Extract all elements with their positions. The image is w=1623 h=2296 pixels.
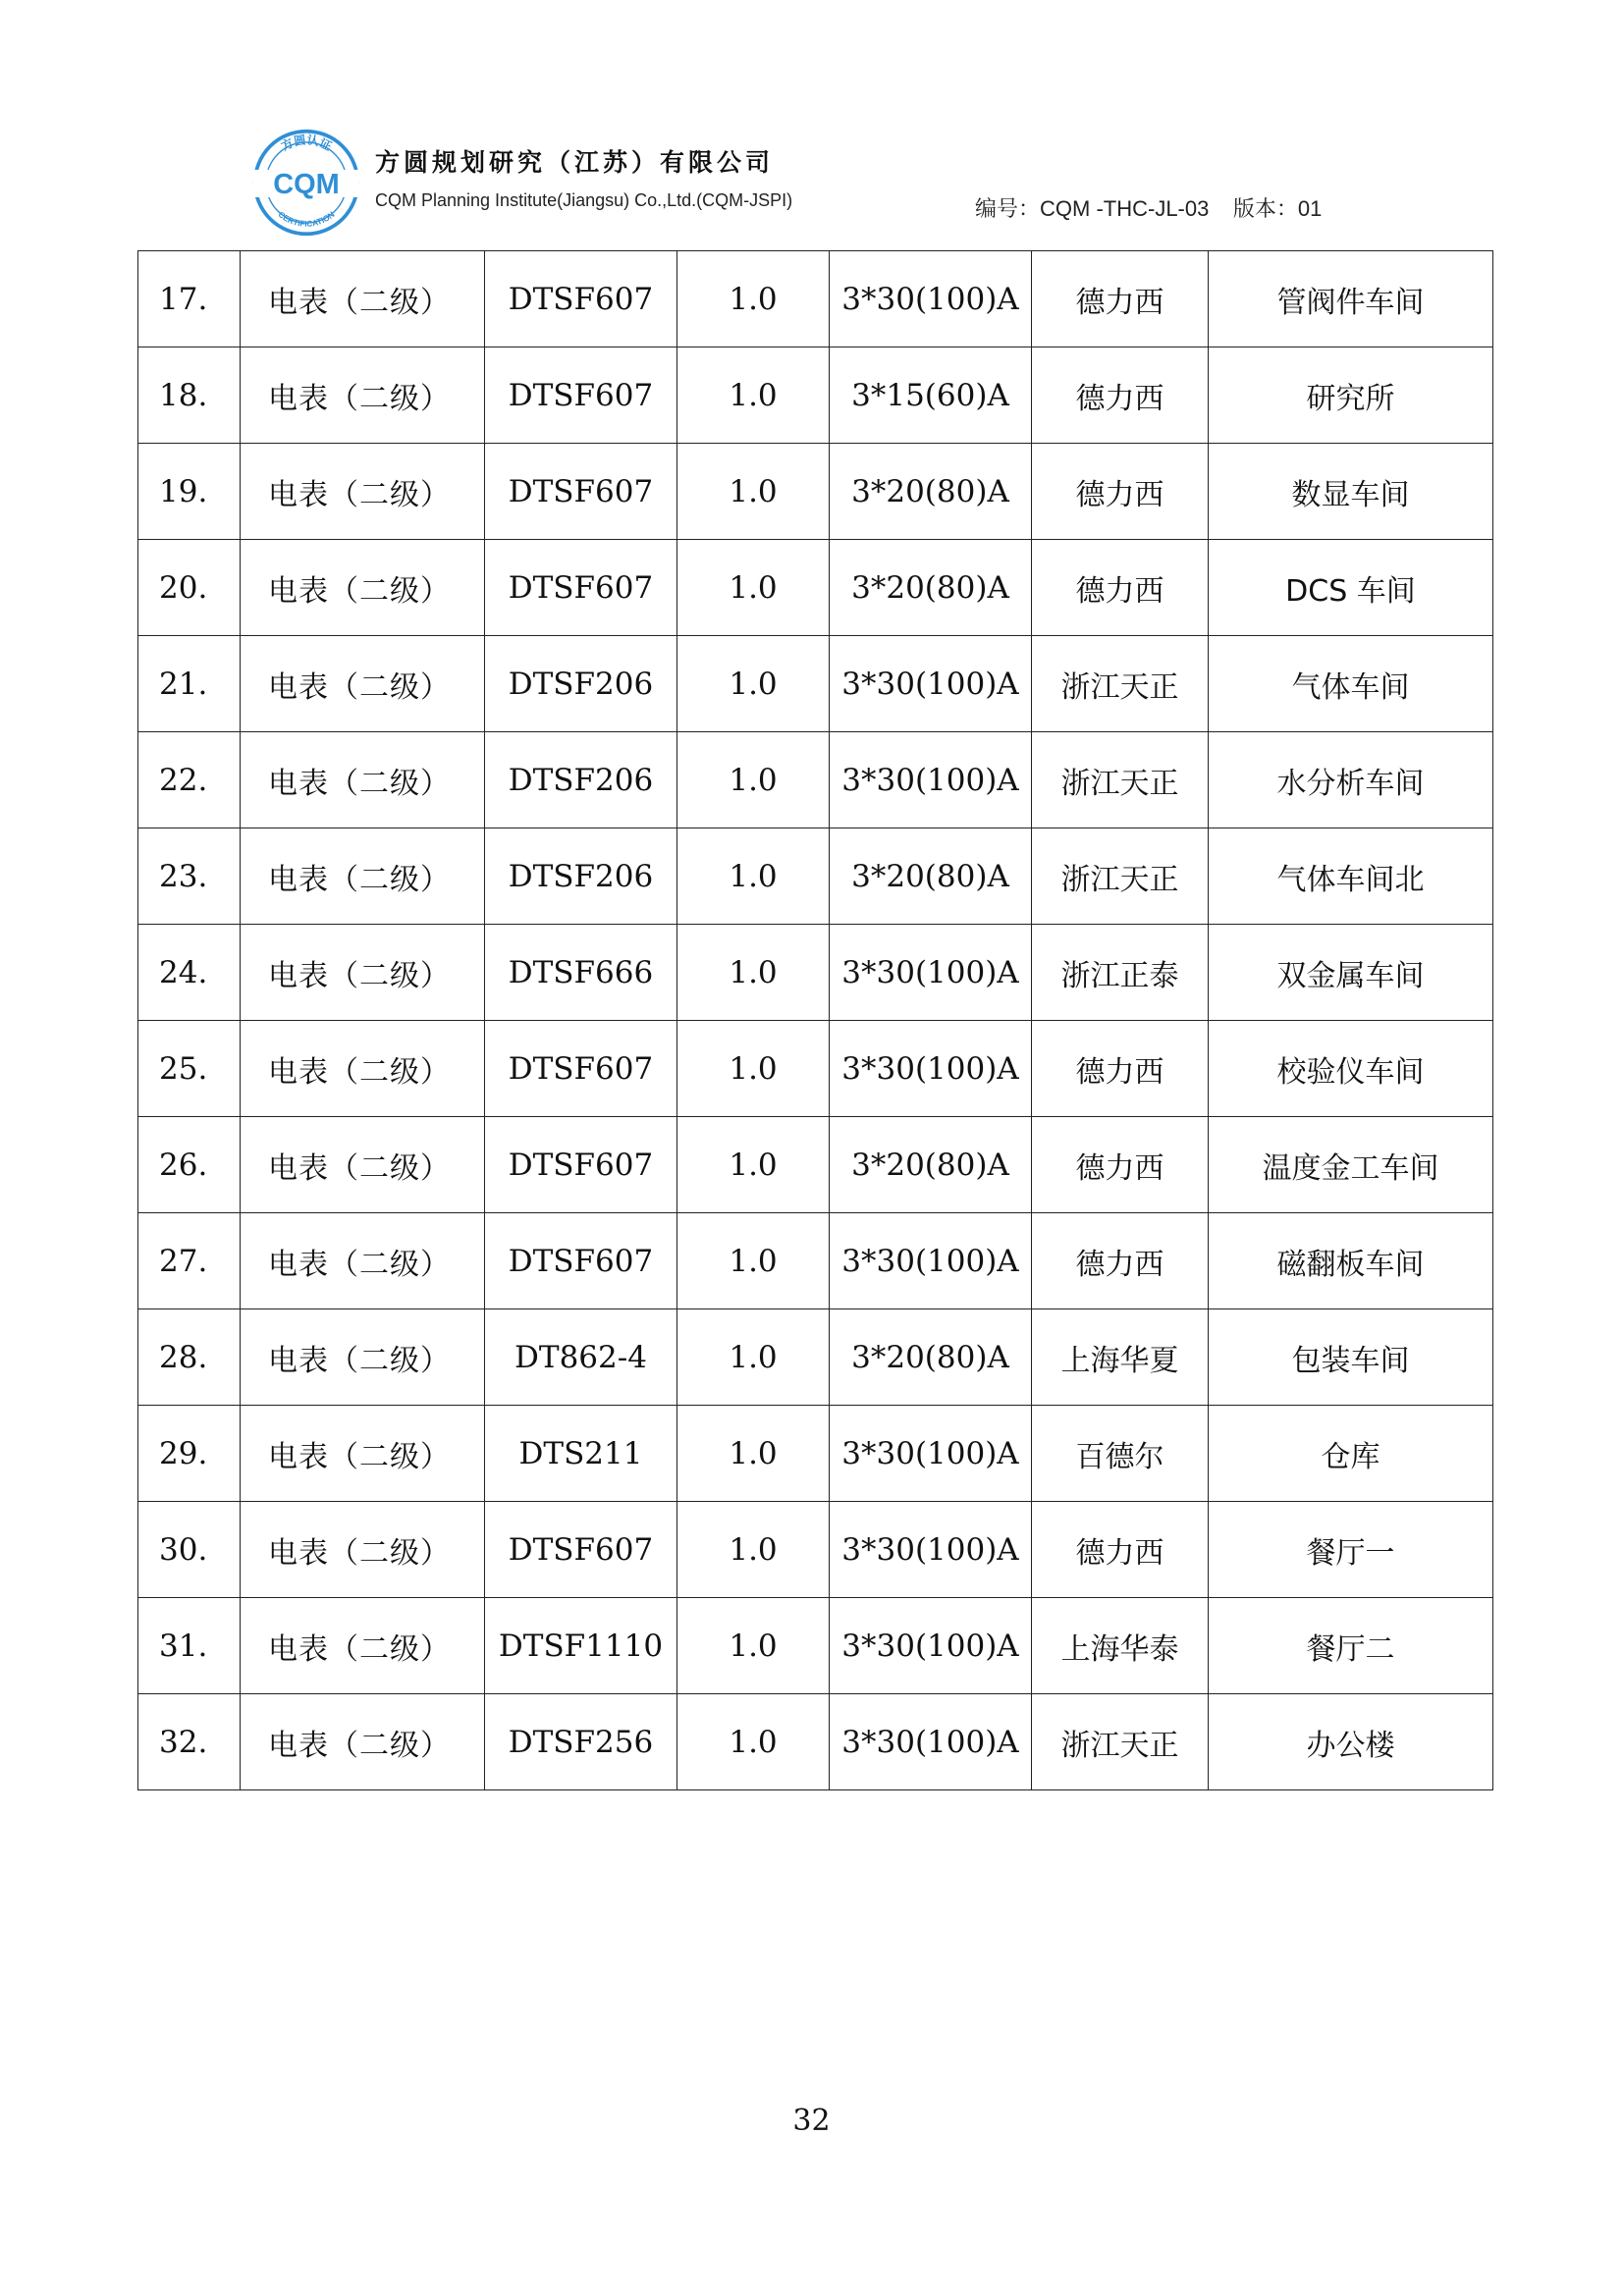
table-row — [138, 1021, 1493, 1117]
install-location: 餐厅二 — [1209, 1598, 1493, 1694]
current-spec: 3*30(100)A — [830, 251, 1032, 347]
manufacturer: 德力西 — [1032, 1117, 1209, 1213]
equipment-table — [137, 250, 1493, 1790]
model-number: DT862-4 — [485, 1309, 677, 1406]
version-number: 01 — [1297, 196, 1323, 221]
current-spec: 3*30(100)A — [830, 1213, 1032, 1309]
table-row — [138, 828, 1493, 925]
manufacturer: 德力西 — [1032, 251, 1209, 347]
install-location: 校验仪车间 — [1209, 1021, 1493, 1117]
accuracy-grade: 1.0 — [677, 1213, 830, 1309]
manufacturer: 浙江天正 — [1032, 1694, 1209, 1790]
table-row — [138, 732, 1493, 828]
row-number: 20. — [138, 540, 241, 636]
model-number: DTSF607 — [485, 1117, 677, 1213]
page-number: 32 — [792, 2104, 831, 2138]
instrument-name: 电表（二级） — [241, 251, 485, 347]
instrument-name: 电表（二级） — [241, 1598, 485, 1694]
instrument-name: 电表（二级） — [241, 1502, 485, 1598]
table-row — [138, 444, 1493, 540]
row-number: 22. — [138, 732, 241, 828]
instrument-name: 电表（二级） — [241, 828, 485, 925]
meta-spacer — [1209, 196, 1232, 221]
model-number: DTSF607 — [485, 540, 677, 636]
instrument-name: 电表（二级） — [241, 1117, 485, 1213]
model-number: DTSF256 — [485, 1694, 677, 1790]
current-spec: 3*30(100)A — [830, 1694, 1032, 1790]
install-location: 数显车间 — [1209, 444, 1493, 540]
row-number: 28. — [138, 1309, 241, 1406]
cqm-logo — [251, 128, 361, 238]
instrument-name: 电表（二级） — [241, 636, 485, 732]
model-number: DTS211 — [485, 1406, 677, 1502]
instrument-name: 电表（二级） — [241, 347, 485, 444]
logo-text: CQM — [273, 169, 340, 201]
table-row — [138, 251, 1493, 347]
current-spec: 3*30(100)A — [830, 1021, 1032, 1117]
table-row — [138, 1213, 1493, 1309]
table-row — [138, 925, 1493, 1021]
manufacturer: 上海华泰 — [1032, 1598, 1209, 1694]
install-location: DCS 车间 — [1209, 540, 1493, 636]
current-spec: 3*30(100)A — [830, 732, 1032, 828]
accuracy-grade: 1.0 — [677, 636, 830, 732]
manufacturer: 德力西 — [1032, 540, 1209, 636]
row-number: 31. — [138, 1598, 241, 1694]
current-spec: 3*15(60)A — [830, 347, 1032, 444]
instrument-name: 电表（二级） — [241, 1021, 485, 1117]
accuracy-grade: 1.0 — [677, 540, 830, 636]
manufacturer: 百德尔 — [1032, 1406, 1209, 1502]
install-location: 办公楼 — [1209, 1694, 1493, 1790]
instrument-name: 电表（二级） — [241, 444, 485, 540]
accuracy-grade: 1.0 — [677, 1406, 830, 1502]
document-meta — [975, 192, 1322, 223]
instrument-name: 电表（二级） — [241, 1213, 485, 1309]
manufacturer: 上海华夏 — [1032, 1309, 1209, 1406]
manufacturer: 浙江天正 — [1032, 828, 1209, 925]
manufacturer: 德力西 — [1032, 1021, 1209, 1117]
table-row — [138, 1117, 1493, 1213]
current-spec: 3*30(100)A — [830, 1598, 1032, 1694]
table-row — [138, 1502, 1493, 1598]
model-number: DTSF607 — [485, 347, 677, 444]
instrument-name: 电表（二级） — [241, 925, 485, 1021]
row-number: 24. — [138, 925, 241, 1021]
doc-number-label: 编号： — [975, 196, 1041, 221]
model-number: DTSF607 — [485, 444, 677, 540]
table-row — [138, 1694, 1493, 1790]
model-number: DTSF206 — [485, 828, 677, 925]
install-location: 包装车间 — [1209, 1309, 1493, 1406]
instrument-name: 电表（二级） — [241, 1406, 485, 1502]
accuracy-grade: 1.0 — [677, 925, 830, 1021]
row-number: 17. — [138, 251, 241, 347]
model-number: DTSF206 — [485, 732, 677, 828]
doc-number: CQM -THC-JL-03 — [1040, 196, 1210, 221]
company-name-cn: 方圆规划研究（江苏）有限公司 — [375, 148, 775, 177]
table-row — [138, 1406, 1493, 1502]
model-number: DTSF607 — [485, 251, 677, 347]
table-row — [138, 1309, 1493, 1406]
current-spec: 3*20(80)A — [830, 1117, 1032, 1213]
manufacturer: 浙江天正 — [1032, 636, 1209, 732]
table-row — [138, 636, 1493, 732]
instrument-name: 电表（二级） — [241, 732, 485, 828]
install-location: 气体车间北 — [1209, 828, 1493, 925]
row-number: 23. — [138, 828, 241, 925]
manufacturer: 浙江正泰 — [1032, 925, 1209, 1021]
current-spec: 3*20(80)A — [830, 1309, 1032, 1406]
install-location: 餐厅一 — [1209, 1502, 1493, 1598]
current-spec: 3*30(100)A — [830, 1406, 1032, 1502]
install-location: 管阀件车间 — [1209, 251, 1493, 347]
model-number: DTSF666 — [485, 925, 677, 1021]
current-spec: 3*30(100)A — [830, 636, 1032, 732]
row-number: 21. — [138, 636, 241, 732]
model-number: DTSF1110 — [485, 1598, 677, 1694]
row-number: 25. — [138, 1021, 241, 1117]
company-name-en: CQM Planning Institute(Jiangsu) Co.,Ltd.(CQM-JSPI) — [375, 190, 793, 210]
accuracy-grade: 1.0 — [677, 828, 830, 925]
accuracy-grade: 1.0 — [677, 1694, 830, 1790]
model-number: DTSF206 — [485, 636, 677, 732]
logo-ring-top-text: 方圆认证 — [279, 133, 334, 154]
row-number: 26. — [138, 1117, 241, 1213]
instrument-name: 电表（二级） — [241, 540, 485, 636]
model-number: DTSF607 — [485, 1021, 677, 1117]
table-row — [138, 540, 1493, 636]
install-location: 研究所 — [1209, 347, 1493, 444]
logo-ring-bottom-text: CERTIFICATION — [276, 209, 337, 229]
accuracy-grade: 1.0 — [677, 732, 830, 828]
model-number: DTSF607 — [485, 1502, 677, 1598]
accuracy-grade: 1.0 — [677, 444, 830, 540]
accuracy-grade: 1.0 — [677, 1117, 830, 1213]
current-spec: 3*30(100)A — [830, 925, 1032, 1021]
current-spec: 3*30(100)A — [830, 1502, 1032, 1598]
manufacturer: 德力西 — [1032, 444, 1209, 540]
accuracy-grade: 1.0 — [677, 1598, 830, 1694]
row-number: 27. — [138, 1213, 241, 1309]
install-location: 磁翻板车间 — [1209, 1213, 1493, 1309]
accuracy-grade: 1.0 — [677, 1309, 830, 1406]
manufacturer: 德力西 — [1032, 1213, 1209, 1309]
manufacturer: 浙江天正 — [1032, 732, 1209, 828]
install-location: 仓库 — [1209, 1406, 1493, 1502]
equipment-table-body — [138, 251, 1493, 1790]
model-number: DTSF607 — [485, 1213, 677, 1309]
row-number: 19. — [138, 444, 241, 540]
install-location: 温度金工车间 — [1209, 1117, 1493, 1213]
current-spec: 3*20(80)A — [830, 540, 1032, 636]
install-location: 气体车间 — [1209, 636, 1493, 732]
manufacturer: 德力西 — [1032, 1502, 1209, 1598]
row-number: 29. — [138, 1406, 241, 1502]
current-spec: 3*20(80)A — [830, 828, 1032, 925]
manufacturer: 德力西 — [1032, 347, 1209, 444]
instrument-name: 电表（二级） — [241, 1694, 485, 1790]
accuracy-grade: 1.0 — [677, 1021, 830, 1117]
install-location: 水分析车间 — [1209, 732, 1493, 828]
accuracy-grade: 1.0 — [677, 251, 830, 347]
page-header — [0, 0, 1623, 245]
table-row — [138, 347, 1493, 444]
row-number: 30. — [138, 1502, 241, 1598]
version-label: 版本： — [1232, 196, 1298, 221]
install-location: 双金属车间 — [1209, 925, 1493, 1021]
row-number: 18. — [138, 347, 241, 444]
table-row — [138, 1598, 1493, 1694]
instrument-name: 电表（二级） — [241, 1309, 485, 1406]
accuracy-grade: 1.0 — [677, 347, 830, 444]
accuracy-grade: 1.0 — [677, 1502, 830, 1598]
current-spec: 3*20(80)A — [830, 444, 1032, 540]
row-number: 32. — [138, 1694, 241, 1790]
